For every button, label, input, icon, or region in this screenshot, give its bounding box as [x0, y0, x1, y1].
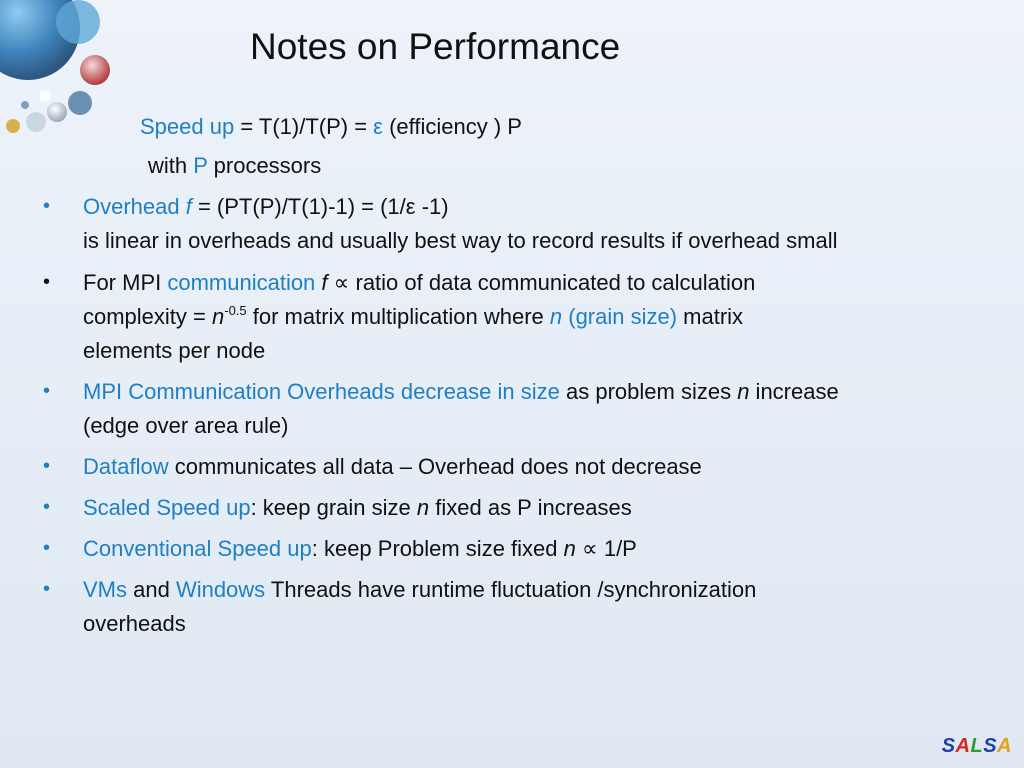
bullet-dot-icon: •: [43, 195, 51, 217]
n-symbol: n: [563, 536, 576, 561]
exponent: -0.5: [224, 303, 247, 318]
windows-term: Windows: [175, 577, 266, 602]
logo-a2: A: [997, 735, 1012, 757]
matrix-mult-text: for matrix multiplication where: [246, 304, 550, 329]
speedup-formula: [140, 110, 522, 144]
grain-size-text: : keep grain size: [250, 495, 417, 520]
bullet-dot-icon: •: [43, 271, 51, 293]
and-text: and: [127, 577, 176, 602]
conventional-speedup-term: Conventional Speed up: [83, 536, 312, 561]
speedup-eq: = T(1)/T(P) =: [234, 114, 374, 139]
bullet-dot-icon: •: [43, 496, 51, 518]
processors-text: processors: [207, 153, 322, 178]
bullet-mpi-communication: [83, 266, 755, 300]
n-symbol: n: [737, 379, 750, 404]
n-symbol: n: [212, 304, 225, 329]
bullet-vms-windows: [83, 573, 756, 607]
p-symbol: P: [193, 153, 208, 178]
bullet-mpi-overheads-line2: (edge over area rule): [83, 413, 289, 438]
logo-s1: S: [941, 735, 956, 757]
matrix-text: matrix: [677, 304, 744, 329]
vms-term: VMs: [83, 577, 127, 602]
bullet-mpi-line2: [83, 300, 743, 334]
epsilon-symbol: ε: [373, 114, 383, 139]
ratio-text: ∝ ratio of data communicated to calculation: [327, 270, 756, 295]
for-mpi-text: For MPI: [83, 270, 168, 295]
salsa-logo: [942, 735, 1012, 758]
logo-s2: S: [983, 735, 998, 757]
grain-size-term: (grain size): [562, 304, 678, 329]
complexity-text: complexity =: [83, 304, 212, 329]
increase-text: increase: [749, 379, 839, 404]
bullet-mpi-overheads: [83, 375, 839, 409]
efficiency-text: (efficiency ) P: [382, 114, 522, 139]
bullet-overhead: [83, 190, 449, 224]
corner-globe-decoration: [0, 0, 120, 145]
dataflow-text: communicates all data – Overhead does not decrease: [168, 454, 702, 479]
problem-sizes-text: as problem sizes: [559, 379, 738, 404]
dataflow-term: Dataflow: [83, 454, 169, 479]
bullet-dot-icon: •: [43, 537, 51, 559]
overheads-decrease-term: MPI Communication Overheads decrease in size: [83, 379, 560, 404]
scaled-speedup-term: Scaled Speed up: [83, 495, 251, 520]
bullet-conventional-speedup: [83, 532, 637, 566]
bullet-dot-icon: •: [43, 380, 51, 402]
proportional-text: ∝ 1/P: [575, 536, 637, 561]
bullet-overhead-line2: is linear in overheads and usually best way to record results if overhead small: [83, 228, 838, 253]
threads-text: Threads have runtime fluctuation /synchronization: [265, 577, 757, 602]
n-symbol: n: [416, 495, 430, 520]
bullet-vms-windows-line2: overheads: [83, 611, 186, 636]
communication-term: communication: [167, 270, 316, 295]
speedup-term: Speed up: [140, 114, 235, 139]
slide-title: Notes on Performance: [250, 26, 621, 67]
bullet-dot-icon: •: [43, 578, 51, 600]
bullet-mpi-line3: elements per node: [83, 338, 266, 363]
bullet-dot-icon: •: [43, 455, 51, 477]
logo-a1: A: [955, 735, 971, 757]
bullet-scaled-speedup: [83, 491, 632, 525]
logo-l: L: [970, 735, 984, 757]
bullet-dataflow: [83, 450, 702, 484]
problem-size-text: : keep Problem size fixed: [311, 536, 564, 561]
with-text: with: [148, 153, 194, 178]
f-symbol: f: [321, 270, 328, 295]
overhead-formula: = (PT(P)/T(1)-1) = (1/ε -1): [191, 194, 449, 219]
processors-line: [148, 149, 321, 183]
overhead-term: Overhead: [83, 194, 186, 219]
f-symbol: f: [185, 194, 192, 219]
fixed-text: fixed as P increases: [429, 495, 632, 520]
n-symbol: n: [549, 304, 563, 329]
